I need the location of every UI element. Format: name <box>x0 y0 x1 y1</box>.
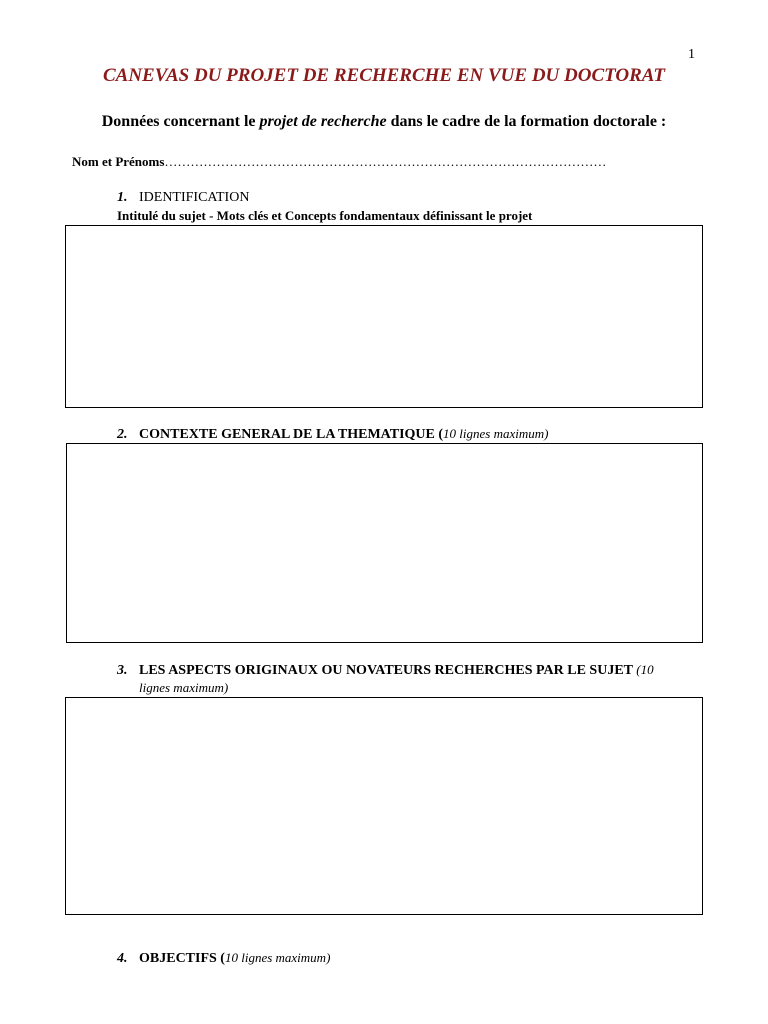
section-2-heading <box>117 426 548 443</box>
identification-box[interactable] <box>65 225 703 408</box>
page-number: 1 <box>688 47 695 62</box>
section-1-heading <box>117 190 249 206</box>
context-box[interactable] <box>66 443 703 643</box>
section-1-subheading: Intitulé du sujet - Mots clés et Concepts fondamentaux définissant le projet <box>117 208 533 223</box>
section-4-heading <box>117 950 330 967</box>
section-4-number: 4. <box>117 951 128 966</box>
name-field <box>72 154 606 170</box>
section-3-heading <box>117 662 654 679</box>
name-label: Nom et Prénoms <box>72 154 165 169</box>
subtitle <box>0 113 768 131</box>
section-3-title: LES ASPECTS ORIGINAUX OU NOVATEURS RECHERCHES PAR LE SUJET <box>139 663 637 678</box>
section-1-title: IDENTIFICATION <box>139 190 250 205</box>
original-aspects-box[interactable] <box>65 697 703 915</box>
section-3-note-line1: (10 <box>636 662 654 677</box>
section-2-title: CONTEXTE GENERAL DE LA THEMATIQUE ( <box>139 427 444 442</box>
section-4-note: 10 lignes maximum) <box>224 950 331 965</box>
section-2-note: 10 lignes maximum) <box>443 426 549 441</box>
document-title: CANEVAS DU PROJET DE RECHERCHE EN VUE DU DOCTORAT <box>102 65 666 86</box>
section-3-number: 3. <box>117 663 128 678</box>
section-1-number: 1. <box>117 190 128 205</box>
subtitle-after: dans le cadre de la formation doctorale : <box>386 113 667 130</box>
subtitle-italic: projet de recherche <box>259 113 387 130</box>
subtitle-before: Données concernant le <box>101 113 260 130</box>
section-3-note-line2: lignes maximum) <box>139 680 229 695</box>
section-3-note-continuation <box>139 680 228 697</box>
section-4-title: OBJECTIFS ( <box>139 951 225 966</box>
section-2-number: 2. <box>117 427 128 442</box>
name-dots: ………………………………………………………………………………………… <box>164 154 607 169</box>
